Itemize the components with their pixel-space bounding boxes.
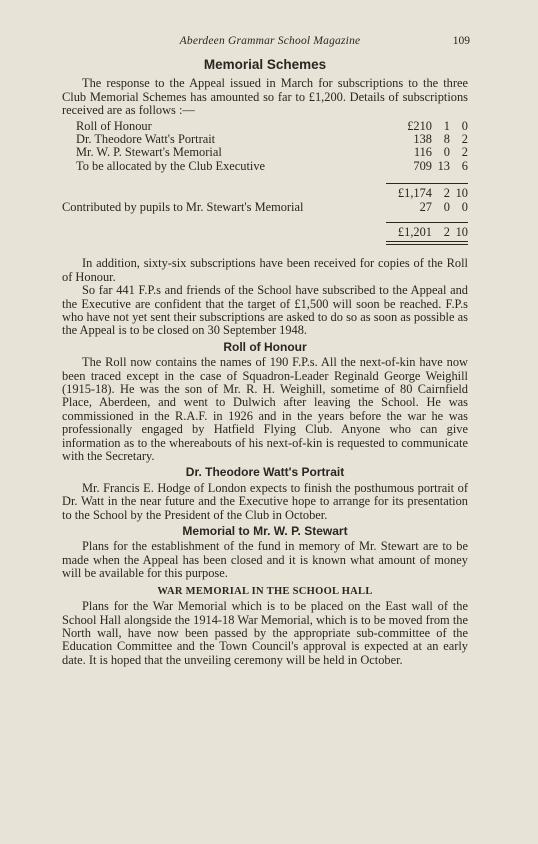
stewart-memorial-heading: Memorial to Mr. W. P. Stewart (182, 524, 348, 539)
subtotal-row (76, 187, 468, 200)
subscriptions-table (62, 118, 468, 246)
pence-value: 10 (455, 186, 468, 201)
pence-value: 6 (461, 158, 468, 173)
roll-of-honour-heading: Roll of Honour (223, 339, 307, 354)
pounds-value: 138 (413, 132, 432, 147)
running-title: Aberdeen Grammar School Magazine (179, 35, 361, 47)
portrait-heading: Dr. Theodore Watt's Portrait (185, 465, 345, 480)
shillings-value: 1 (443, 118, 450, 133)
pounds-value: 709 (413, 158, 432, 173)
pounds-value: £1,201 (397, 224, 432, 239)
shillings-value: 2 (443, 224, 450, 239)
shillings-value: 2 (443, 186, 450, 201)
portrait-text: Mr. Francis E. Hodge of London expects to finish the posthumous portrait of Dr. Watt in the near future and the Executive hope to arrange for its presentation to the School by the President of the Club in October. (62, 480, 468, 522)
memorial-intro: The response to the Appeal issued in March for subscriptions to the three Club Memorial Schemes has amounted so far to £1,200. Details of subscriptions received are as follows :— (62, 76, 468, 118)
memorial-paragraph: In addition, sixty-six subscriptions have been received for copies of the Roll of Honour. (62, 256, 468, 284)
total-double-rule (386, 241, 468, 242)
roll-of-honour-text: The Roll now contains the names of 190 F.P.s. All the next-of-kin have now been traced except in the case of Squadron-Leader Reginald George Weighill (1915-18). He was the son of Mr. R. H. Weighill, sometime of 80 Cairnfield Place, Aberdeen, and went to Dulwich after leaving the School. He was commissioned in the R.A.F. in 1926 and in the years before the war he was professionally engaged by Hatfield Flying Club. Anyone who can give information as to the whereabouts of his next-of-kin is requested to communicate with the Secretary. (62, 355, 468, 464)
table-row (62, 201, 468, 214)
pence-value: 2 (461, 145, 468, 160)
shillings-value: 0 (443, 199, 450, 214)
row-label: Contributed by pupils to Mr. Stewart's Memorial (62, 200, 304, 214)
memorial-paragraph: So far 441 F.P.s and friends of the School have subscribed to the Appeal and the Executive are confident that the target of £1,500 will soon be reached. F.P.s who have not yet sent their subscriptions are asked to do so as soon as possible as the Appeal is to be closed on 30 September 1948. (62, 283, 468, 338)
table-row (76, 120, 468, 133)
stewart-memorial-text: Plans for the establishment of the fund in memory of Mr. Stewart are to be made when the Appeal has been closed and it is known what amount of money will be available for this purpose. (62, 539, 468, 581)
row-label: Roll of Honour (76, 119, 152, 133)
shillings-value: 13 (437, 158, 450, 173)
page-body (62, 58, 468, 667)
sum-rule (386, 183, 468, 184)
shillings-value: 0 (443, 145, 450, 160)
table-row (76, 133, 468, 146)
pounds-value: £1,174 (397, 186, 432, 201)
table-row (76, 146, 468, 159)
table-row (76, 160, 468, 173)
war-memorial-text: Plans for the War Memorial which is to be placed on the East wall of the School Hall alongside the 1914-18 War Memorial, which is to be moved from the North wall, have now been passed by the appropriate sub-committee of the Education Committee and the Town Council's approval is expected at an early date. It is hoped that the unveiling ceremony will be held in October. (62, 599, 468, 667)
pence-value: 0 (461, 199, 468, 214)
page-number: 109 (452, 35, 470, 47)
row-label: To be allocated by the Club Executive (76, 159, 266, 173)
row-label: Dr. Theodore Watt's Portrait (76, 133, 216, 147)
sum-rule (386, 222, 468, 223)
pence-value: 2 (461, 132, 468, 147)
pence-value: 10 (455, 224, 468, 239)
memorial-schemes-heading: Memorial Schemes (203, 57, 327, 72)
pounds-value: 116 (413, 145, 432, 160)
pounds-value: 27 (419, 199, 432, 214)
pence-value: 0 (461, 118, 468, 133)
war-memorial-heading: WAR MEMORIAL IN THE SCHOOL HALL (157, 585, 373, 597)
row-label: Mr. W. P. Stewart's Memorial (76, 146, 222, 160)
total-row (76, 226, 468, 239)
shillings-value: 8 (443, 132, 450, 147)
pounds-value: £210 (407, 118, 432, 133)
